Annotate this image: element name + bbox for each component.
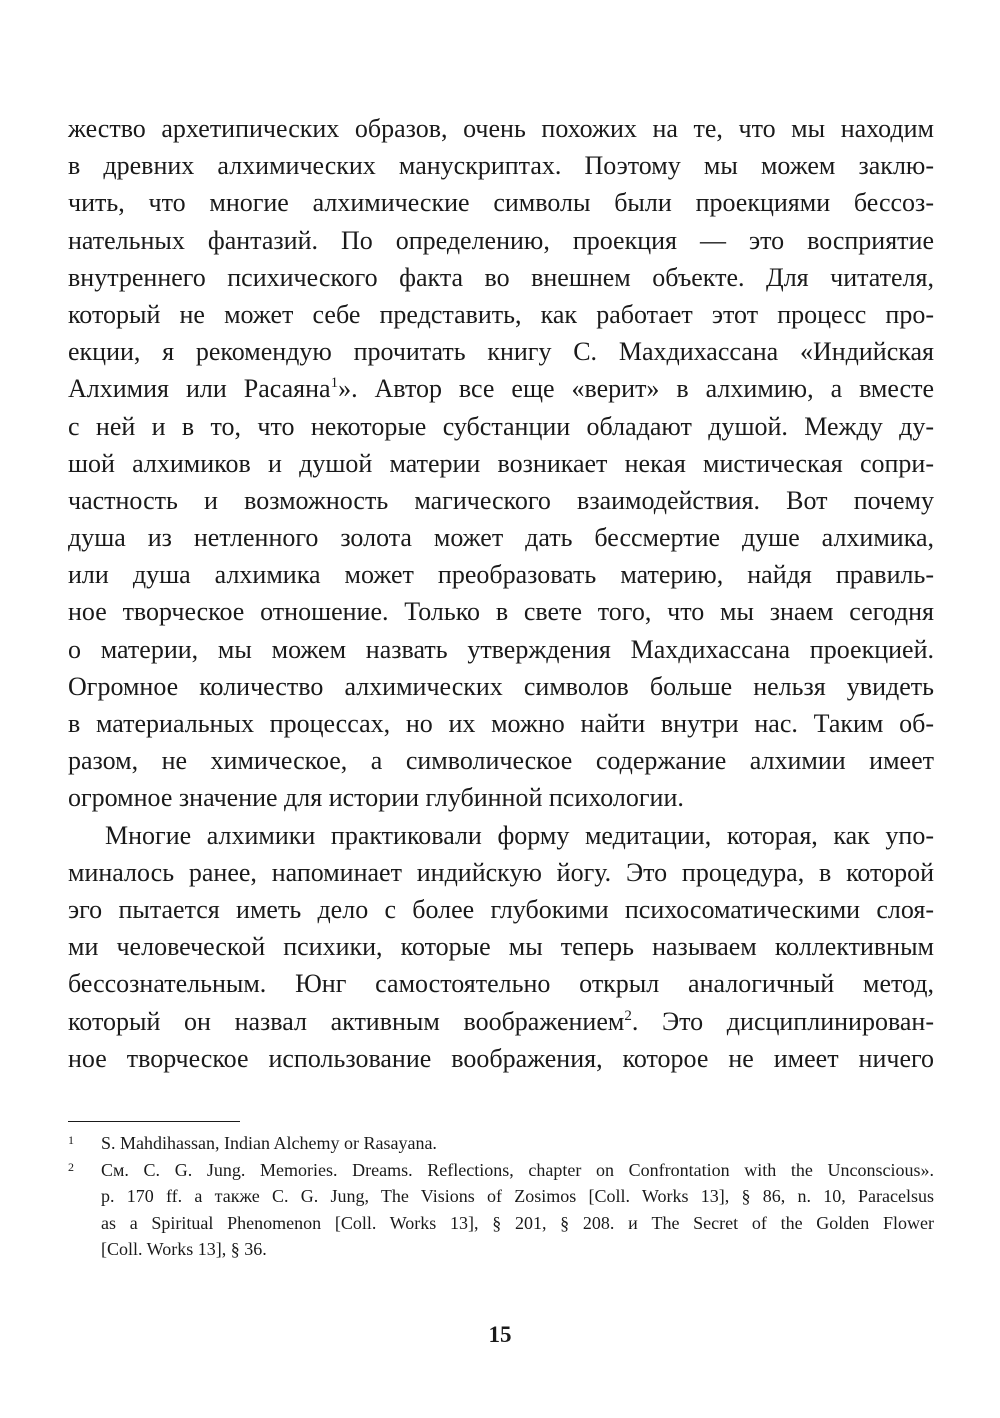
footnote-ref-2[interactable]: 2 — [624, 1007, 632, 1024]
text-line: ми человеческой психики, которые мы теперь называем коллективным — [68, 932, 934, 962]
text-line: миналось ранее, напоминает индийскую йогу. Это процедура, в которой — [68, 857, 934, 887]
footnote-line: [Coll. Works 13], § 36. — [101, 1239, 267, 1259]
footnote-divider — [68, 1121, 240, 1122]
footnote-line: S. Mahdihassan, Indian Alchemy or Rasayana. — [101, 1133, 437, 1153]
footnotes — [68, 1130, 934, 1263]
text-line — [68, 1003, 934, 1040]
footnote-number: 2 — [68, 1159, 74, 1174]
text-line: жество архетипических образов, очень похожих на те, что мы находим — [68, 114, 934, 143]
footnote-line: p. 170 ff. а также C. G. Jung, The Visions of Zosimos [Coll. Works 13], § 86, n. 10, Paracelsus — [101, 1186, 934, 1206]
footnote-2 — [68, 1157, 934, 1263]
text-line: бессознательным. Юнг самостоятельно открыл аналогичный метод, — [68, 969, 934, 999]
text-line: огромное значение для истории глубинной психологии. — [68, 783, 684, 813]
text-fragment: Алхимия или Расаяна — [68, 374, 331, 404]
main-text — [68, 110, 934, 1077]
footnote-line: См. C. G. Jung. Memories. Dreams. Reflections, chapter on Confrontation with the Unconscious». — [101, 1159, 934, 1180]
text-line: ное творческое отношение. Только в свете того, что мы знаем сегодня — [68, 597, 934, 627]
text-line: чить, что многие алхимические символы были проекциями бессоз- — [68, 188, 934, 218]
footnote-ref-1[interactable]: 1 — [330, 375, 339, 392]
text-line: частность и возможность магического взаимодействия. Вот почему — [68, 485, 934, 515]
text-line: екции, я рекомендую прочитать книгу С. Махдихассана «Индийская — [68, 337, 934, 367]
text-line: в материальных процессах, но их можно найти внутри нас. Таким об- — [68, 709, 934, 738]
text-line: в древних алхимических манускриптах. Поэтому мы можем заклю- — [68, 151, 934, 181]
text-line: разом, не химическое, а символическое содержание алхимии имеет — [68, 746, 934, 776]
text-line: который не может себе представить, как работает этот процесс про- — [68, 299, 934, 329]
text-fragment: . Это дисциплинирован- — [631, 1006, 934, 1036]
footnote-line: as a Spiritual Phenomenon [Coll. Works 13], § 201, § 208. и The Secret of the Golden Flower — [101, 1212, 934, 1233]
text-line: Многие алхимики практиковали форму медитации, которая, как упо- — [105, 820, 934, 850]
page-number: 15 — [488, 1322, 512, 1347]
text-line: эго пытается иметь дело с более глубокими психосоматическими слоя- — [68, 894, 934, 924]
text-line: о материи, мы можем назвать утверждения Махдихассана проекцией. — [68, 634, 934, 664]
text-line: с ней и в то, что некоторые субстанции обладают душой. Между ду- — [68, 411, 934, 441]
text-fragment: ». Автор все еще «верит» в алхимию, а вместе — [338, 374, 935, 404]
text-line: ное творческое использование воображения, которое не имеет ничего — [68, 1043, 934, 1073]
text-line: душа из нетленного золота может дать бессмертие душе алхимика, — [68, 523, 934, 553]
text-line: Огромное количество алхимических символов больше нельзя увидеть — [68, 671, 934, 701]
text-fragment: который он назвал активным воображением — [68, 1006, 625, 1036]
footnote-number: 1 — [68, 1133, 74, 1147]
footnote-1 — [68, 1130, 934, 1157]
text-line — [68, 370, 934, 407]
text-line: шой алхимиков и душой материи возникает некая мистическая сопри- — [68, 448, 934, 478]
text-line: внутреннего психического факта во внешнем объекте. Для читателя, — [68, 262, 934, 292]
text-line: или душа алхимика может преобразовать материю, найдя правиль- — [68, 560, 934, 590]
text-line: нательных фантазий. По определению, проекция — это восприятие — [68, 225, 934, 255]
